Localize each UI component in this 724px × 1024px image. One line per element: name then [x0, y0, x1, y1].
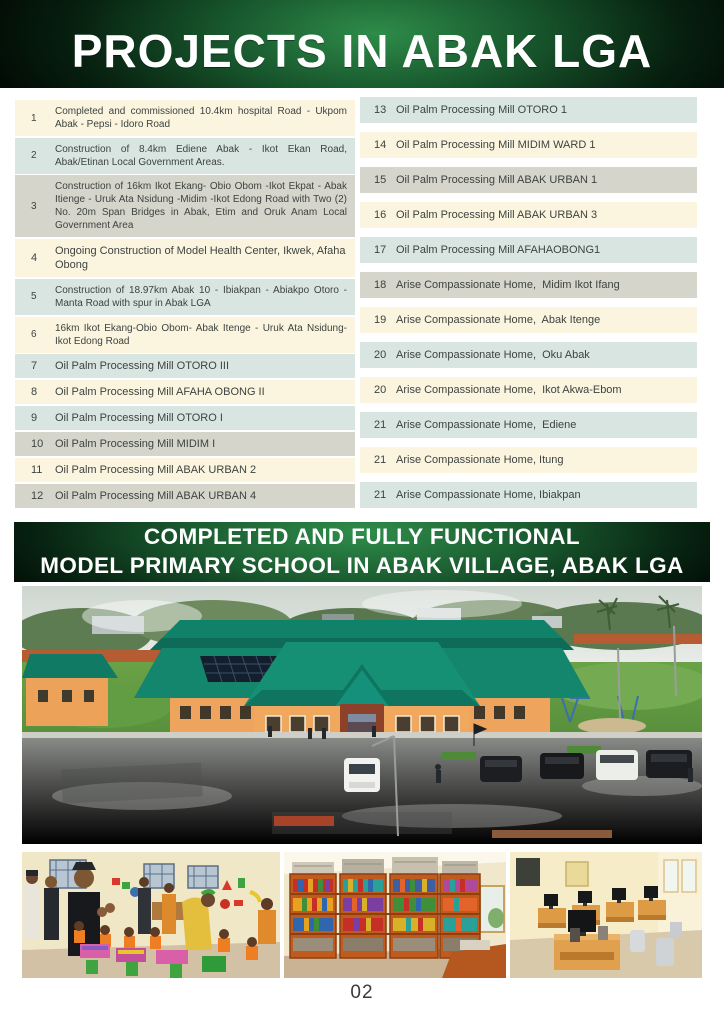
project-row: [15, 138, 355, 174]
school-banner: [14, 522, 710, 582]
project-text: Oil Palm Processing Mill ABAK URBAN 4: [55, 489, 257, 502]
project-text: Arise Compassionate Home, Abak Itenge: [396, 314, 601, 326]
project-number: 15: [374, 174, 387, 186]
project-text: Construction of 18.97km Abak 10 - Ibiakpan - Abiakpo Otoro - Manta Road with spur in Abak LGA: [55, 284, 347, 309]
project-row: [15, 432, 355, 456]
project-row: [15, 279, 355, 315]
school-aerial-illustration: [22, 586, 702, 844]
project-row: [360, 272, 697, 298]
page-header-banner: [0, 0, 724, 88]
project-number: 2: [31, 150, 37, 162]
project-number: 21: [374, 454, 387, 466]
project-row: [360, 307, 697, 333]
thumb-photo-classroom: [22, 852, 280, 978]
school-banner-line1: COMPLETED AND FULLY FUNCTIONAL: [143, 524, 581, 550]
project-text: Oil Palm Processing Mill ABAK URBAN 2: [55, 463, 257, 476]
project-number: 13: [374, 104, 387, 116]
project-text: Arise Compassionate Home, Itung: [396, 454, 564, 466]
project-number: 18: [374, 279, 387, 291]
project-row: [360, 237, 697, 263]
project-row: [15, 484, 355, 508]
project-number: 14: [374, 139, 387, 151]
project-row: [360, 482, 697, 508]
project-row: [360, 412, 697, 438]
project-row: [360, 167, 697, 193]
project-text: Arise Compassionate Home, Oku Abak: [396, 349, 590, 361]
project-text: Oil Palm Processing Mill AFAHA OBONG II: [55, 386, 265, 399]
project-row: [360, 447, 697, 473]
project-number: 16: [374, 209, 387, 221]
page-number: 02: [350, 982, 374, 1003]
project-row: [15, 380, 355, 404]
project-text: Ongoing Construction of Model Health Center, Ikwek, Afaha Obong: [55, 244, 346, 272]
page-title: PROJECTS IN ABAK LGA: [71, 25, 653, 77]
project-text: Construction of 8.4km Ediene Abak - Ikot Ekan Road, Abak/Etinan Local Government Areas.: [55, 143, 347, 168]
project-number: 20: [374, 349, 387, 361]
project-row: [15, 354, 355, 378]
project-text: Oil Palm Processing Mill AFAHAOBONG1: [396, 244, 601, 256]
project-number: 4: [31, 251, 38, 264]
project-row: [15, 100, 355, 136]
project-number: 6: [31, 329, 37, 341]
project-text: Arise Compassionate Home, Ibiakpan: [396, 489, 581, 501]
project-row: [360, 377, 697, 403]
project-text: 16km Ikot Ekang-Obio Obom- Abak Itenge - Uruk Ata Nsidung- Ikot Edong Road: [55, 322, 347, 347]
project-row: [360, 132, 697, 158]
project-text: Oil Palm Processing Mill ABAK URBAN 1: [396, 174, 598, 186]
project-number: 17: [374, 244, 387, 256]
project-text: Oil Palm Processing Mill OTORO I: [55, 411, 223, 424]
projects-list-left: [15, 100, 355, 508]
project-row: [15, 458, 355, 482]
project-row: [15, 406, 355, 430]
project-row: [15, 175, 355, 237]
project-text: Oil Palm Processing Mill MIDIM I: [55, 437, 216, 450]
project-row: [360, 97, 697, 123]
project-text: Oil Palm Processing Mill ABAK URBAN 3: [396, 209, 598, 221]
project-number: 9: [31, 411, 38, 424]
project-text: Oil Palm Processing Mill OTORO III: [55, 360, 229, 373]
project-number: 12: [31, 489, 44, 502]
project-row: [360, 342, 697, 368]
project-text: Arise Compassionate Home, Ediene: [396, 419, 577, 431]
project-number: 21: [374, 419, 387, 431]
school-banner-line2: MODEL PRIMARY SCHOOL IN ABAK VILLAGE, ABAK LGA: [40, 553, 684, 578]
project-number: 3: [31, 200, 37, 212]
project-number: 10: [31, 437, 44, 450]
project-number: 11: [31, 463, 43, 476]
project-row: [15, 317, 355, 353]
project-text: Arise Compassionate Home, Midim Ikot Ifang: [396, 279, 620, 291]
project-number: 7: [31, 360, 38, 373]
project-number: 1: [31, 112, 37, 124]
project-text: Arise Compassionate Home, Ikot Akwa-Ebom: [396, 384, 622, 396]
thumb-photo-library: [284, 852, 506, 978]
side-building: [22, 654, 118, 726]
project-number: 20: [374, 384, 387, 396]
project-text: Oil Palm Processing Mill MIDIM WARD 1: [396, 139, 596, 151]
main-photo-school-aerial: [22, 586, 702, 844]
project-row: [360, 202, 697, 228]
project-text: Oil Palm Processing Mill OTORO 1: [396, 104, 567, 116]
projects-list-right: [360, 97, 697, 508]
thumb-photo-computer-lab: [510, 852, 702, 978]
thumbnail-row: [22, 852, 702, 978]
project-number: 21: [374, 489, 387, 501]
project-number: 8: [31, 386, 38, 399]
project-number: 5: [31, 291, 37, 303]
project-text: Completed and commissioned 10.4km hospital Road - Ukpom Abak - Pepsi - Idoro Road: [55, 106, 347, 130]
project-number: 19: [374, 314, 387, 326]
project-row: [15, 239, 355, 278]
project-text: Construction of 16km Ikot Ekang- Obio Obom -Ikot Ekpat - Abak Itienge - Uruk Ata Nsidung -Midim -Ikot Edong Road with Two (2) No. 20m Span Bridges in Abak, Etim and Oruk Anam Local Government Area: [55, 181, 347, 232]
